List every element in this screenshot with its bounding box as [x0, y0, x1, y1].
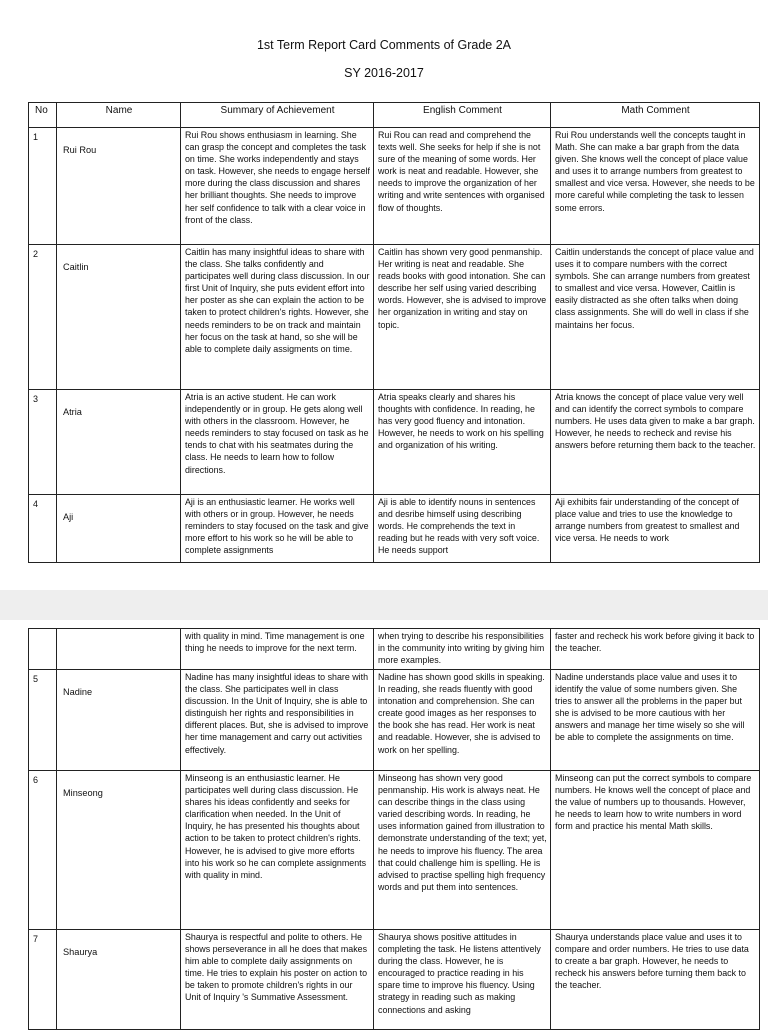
student-name-cell: [57, 670, 181, 771]
report-table: [28, 102, 760, 563]
summary-cell: Aji is an enthusiastic learner. He works well with others or in group. However, he needs reminders to stay focused on the task and give more effort to his work so he will be able to complete assignments: [181, 495, 374, 563]
english-cell: Minseong has shown very good penmanship. His work is always neat. He can describe things in the class using varied describing words. In reading, he uses information gained from illustration to demonstrate understanding of the text; yet, he needs to improve his fluency. The area that could challenge him is spelling. He is advised to practise spelling high frequency words and put them into sentences.: [374, 771, 551, 930]
document-title: 1st Term Report Card Comments of Grade 2A: [256, 38, 512, 52]
header-math: Math Comment: [551, 103, 760, 128]
student-name-cell: [57, 930, 181, 1030]
row-number: 4: [29, 495, 57, 563]
math-cell: Minseong can put the correct symbols to compare numbers. He knows well the concept of place and the value of numbers up to thousands. However, he needs to learn how to write numbers in word form and practice his mental Math skills.: [551, 771, 760, 930]
english-cell: Nadine has shown good skills in speaking. In reading, she reads fluently with good intonation and comprehension. She can create good images as her responses to the book she has read. Her work is neat and readable. However, she is advised to work on her spelling.: [374, 670, 551, 771]
summary-cell: Rui Rou shows enthusiasm in learning. She can grasp the concept and completes the task on time. She works independently and stays on task. However, she needs to engage herself more during the class discussion and shares her brilliant thoughts. She needs to improve her self confidence to talk with a clear voice in front of the class.: [181, 128, 374, 245]
student-name-cell: [57, 390, 181, 495]
table-header-row: [29, 103, 760, 128]
school-year: SY 2016-2017: [344, 66, 424, 80]
student-name-cell: [57, 245, 181, 390]
english-cell: Atria speaks clearly and shares his thoughts with confidence. In reading, he has very good fluency and intonation. However, he needs to work on his spelling and organization of his writing.: [374, 390, 551, 495]
page-gap: [0, 590, 768, 620]
summary-cell: Atria is an active student. He can work independently or in group. He gets along well with others in the classroom. However, he needs reminders to stay focused on task as he tends to chat with his seatmates during the class. He needs to learn how to follow directions.: [181, 390, 374, 495]
english-cell: Rui Rou can read and comprehend the texts well. She seeks for help if she is not sure of the meaning of some words. Her work is neat and readable. However, she needs to improve the organization of her writing and write sentences with organised flow of thoughts.: [374, 128, 551, 245]
row-number: 3: [29, 390, 57, 495]
row-number: 6: [29, 771, 57, 930]
math-cell: Aji exhibits fair understanding of the concept of place value and tries to use the knowledge to arrange numbers from greatest to smallest and vice versa. He needs to work: [551, 495, 760, 563]
math-cell: Rui Rou understands well the concepts taught in Math. She can make a bar graph from the data given. She knows well the concept of place value and uses it to arrange numbers from greatest to smallest and vice versa. However, she needs to be more careful while completing the task to lessen some errors.: [551, 128, 760, 245]
math-cell: Caitlin understands the concept of place value and uses it to compare numbers with the correct symbols. She can arrange numbers from greatest to smallest and vice versa. However, Caitlin is easily distracted as she often talks when doing class assignments. She will do well in class if she maintains her focus.: [551, 245, 760, 390]
row-number: 2: [29, 245, 57, 390]
student-name: Shaurya: [63, 947, 98, 957]
header-name: Name: [57, 103, 181, 128]
table-row: [29, 670, 760, 771]
row-number: 7: [29, 930, 57, 1030]
english-cell: Shaurya shows positive attitudes in completing the task. He listens attentively during the class. However, he is encouraged to practice reading in his spare time to improve his fluency. Using strategy in reading such as making connections and asking: [374, 930, 551, 1030]
row-number: 5: [29, 670, 57, 771]
table-row: [29, 245, 760, 390]
english-cell: Caitlin has shown very good penmanship. Her writing is neat and readable. She reads books with good intonation. She can describe her self using varied describing words. However, she is advised to improve her organization in writing and stay on topic.: [374, 245, 551, 390]
header-english: English Comment: [374, 103, 551, 128]
student-name-cell: [57, 495, 181, 563]
table-row: [29, 390, 760, 495]
english-cell: Aji is able to identify nouns in sentences and desribe himself using describing words. He comprehends the text in reading but he reads with very soft voice. He needs support: [374, 495, 551, 563]
table-row: [29, 495, 760, 563]
table-row: [29, 629, 760, 670]
student-name: Minseong: [63, 788, 103, 798]
summary-cell: Nadine has many insightful ideas to share with the class. She participates well in class discussion. In the Unit of Inquiry, she is able to distinguish her rights and responsibilities in different places. But, she is advised to improve her time management and carry out activities effectively.: [181, 670, 374, 771]
report-table-continued: [28, 628, 760, 1030]
summary-cell: Minseong is an enthusiastic learner. He participates well during class discussion. He shares his ideas confidently and seeks for clarification when needed. In the Unit of Inquiry, he has presented his thoughts about action to be taken to protect children's rights. However, he is advised to give more efforts into his work so he can complete assignments with quality in mind.: [181, 771, 374, 930]
student-name: Rui Rou: [63, 145, 97, 155]
summary-cell: Shaurya is respectful and polite to others. He shows perseverance in all he does that makes him able to complete daily assignments on time. He tries to explain his poster on action to be taken to promote children's rights in our Unit of Inquiry 's Summative Assessment.: [181, 930, 374, 1030]
page-2: [0, 620, 768, 1024]
student-name: Nadine: [63, 687, 93, 697]
math-cell: faster and recheck his work before giving it back to the teacher.: [551, 629, 760, 670]
student-name: Caitlin: [63, 262, 89, 272]
row-number: [29, 629, 57, 670]
summary-cell: Caitlin has many insightful ideas to share with the class. She talks confidently and participates well during class discussion. In our first Unit of Inquiry, she puts evident effort into her poster as she can explain the action to be taken to protect children's rights. However, she needs reminders to be on track and maintain her focus on the task at hand, so she will be able to complete daily assigments on time.: [181, 245, 374, 390]
table-row: [29, 930, 760, 1030]
table-row: [29, 771, 760, 930]
math-cell: Shaurya understands place value and uses it to compare and order numbers. He tries to use data to create a bar graph. However, he needs to recheck his answers before turning them back to the teacher.: [551, 930, 760, 1030]
student-name-cell: [57, 128, 181, 245]
summary-cell: with quality in mind. Time management is one thing he needs to improve for the next term.: [181, 629, 374, 670]
header-no: No: [29, 103, 57, 128]
math-cell: Atria knows the concept of place value very well and can identify the correct symbols to compare numbers. He uses data given to make a bar graph. However, he needs to recheck and revise his answers before returning them back to the teacher.: [551, 390, 760, 495]
math-cell: Nadine understands place value and uses it to identify the value of some numbers given. She tries to answer all the problems in the paper but she is advised to be more cautious with her answers and manage her time wisely so she will be able to complete the assignments on time.: [551, 670, 760, 771]
student-name: Aji: [63, 512, 74, 522]
row-number: 1: [29, 128, 57, 245]
header-summary: Summary of Achievement: [181, 103, 374, 128]
student-name-cell: [57, 771, 181, 930]
student-name: Atria: [63, 407, 82, 417]
student-name-cell: [57, 629, 181, 670]
english-cell: when trying to describe his responsibilities in the community into writing by giving him more examples.: [374, 629, 551, 670]
table-row: [29, 128, 760, 245]
